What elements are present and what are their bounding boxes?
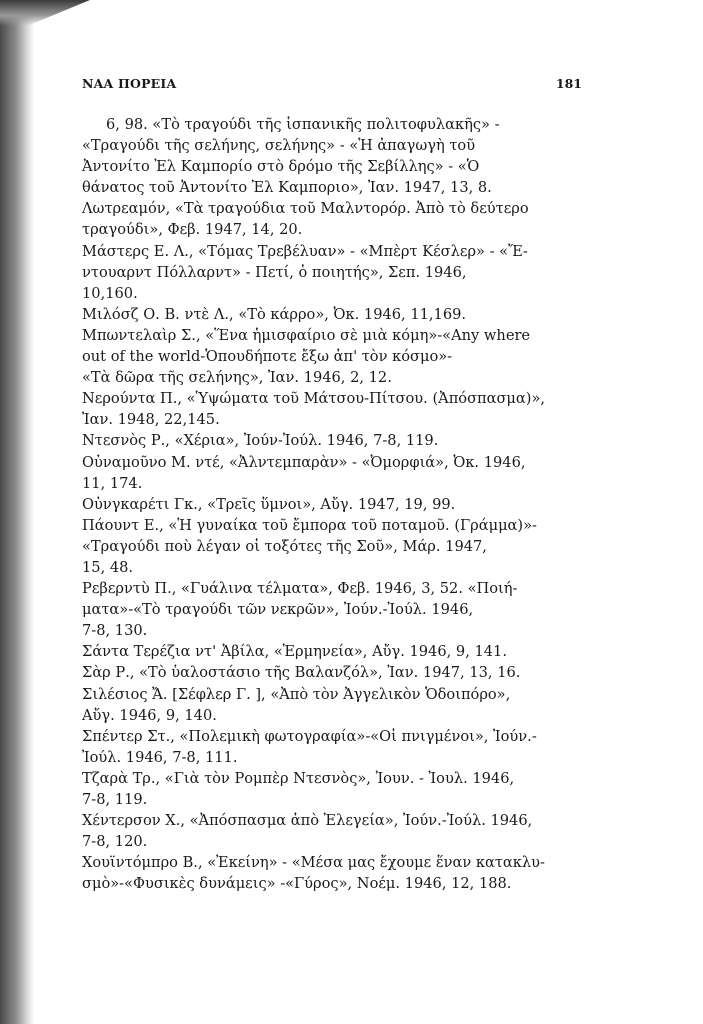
- index-entry: [82, 641, 582, 662]
- page-corner-shadow: [0, 0, 90, 26]
- index-entry: [82, 304, 582, 325]
- index-entry: [82, 515, 582, 578]
- entry-line: Ἰαν. 1948, 22,145.: [82, 411, 220, 429]
- index-entry: [82, 452, 582, 494]
- entry-line: 6, 98. «Τὸ τραγούδι τῆς ἱσπανικῆς πολιτοφυλακῆς» -: [106, 116, 500, 133]
- entry-line: 11, 174.: [82, 474, 143, 492]
- entry-line: 15, 48.: [82, 558, 134, 576]
- index-entry: [82, 241, 582, 304]
- entry-line: σμὸ»-«Φυσικὲς δυνάμεις» -«Γύρος», Νοέμ. 1946, 12, 188.: [82, 875, 512, 893]
- entry-line: Χέντερσον Χ., «Ἀπόσπασμα ἀπὸ Ἐλεγεία», Ἰούν.-Ἰούλ. 1946,: [82, 812, 533, 830]
- entry-line: «Τὰ δῶρα τῆς σελήνης», Ἰαν. 1946, 2, 12.: [82, 369, 392, 387]
- entry-line: Νερούντα Π., «Ὑψώματα τοῦ Μάτσου-Πίτσου. (Ἀπόσπασμα)»,: [82, 390, 546, 408]
- entry-line: Σπέντερ Στ., «Πολεμικὴ φωτογραφία»-«Οἱ πνιγμένοι», Ἰούν.-: [82, 727, 537, 745]
- index-entry: [82, 768, 582, 810]
- book-spine-shadow: [0, 0, 34, 1024]
- index-entry: [82, 662, 582, 683]
- index-entry: [82, 578, 582, 641]
- entry-line: Σάντα Τερέζια ντ' Ἀβίλα, «Ἑρμηνεία», Αὔγ. 1946, 9, 141.: [82, 643, 507, 661]
- entry-line: «Τραγούδι ποὺ λέγαν οἱ τοξότες τῆς Σοῦ», Μάρ. 1947,: [82, 537, 487, 555]
- entry-line: «Τραγούδι τῆς σελήνης, σελήνης» - «Ἡ ἀπαγωγὴ τοῦ: [82, 137, 476, 155]
- entry-line: Σιλέσιος Ἄ. [Σέφλερ Γ. ], «Ἀπὸ τὸν Ἀγγελικὸν Ὁδοιπόρο»,: [82, 685, 511, 703]
- entry-line: θάνατος τοῦ Ἀντονίτο Ἐλ Καμποριο», Ἰαν. 1947, 13, 8.: [82, 179, 492, 197]
- entry-line: Σὰρ Ρ., «Τὸ ὑαλοστάσιο τῆς Βαλανζόλ», Ἰαν. 1947, 13, 16.: [82, 664, 521, 682]
- entry-line: out of the world-Ὁπουδήποτε ἔξω ἀπ' τὸν κόσμο»-: [82, 348, 453, 366]
- entry-line: Λωτρεαμόν, «Τὰ τραγούδια τοῦ Μαλντορόρ. Ἀπὸ τὸ δεύτερο: [82, 200, 529, 218]
- entry-line: Ἰούλ. 1946, 7-8, 111.: [82, 748, 238, 766]
- index-list: [82, 114, 582, 894]
- entry-line: 7-8, 130.: [82, 622, 148, 640]
- index-entry: [82, 684, 582, 726]
- entry-line: Χουϊντόμπρο Β., «Ἐκείνη» - «Μέσα μας ἔχουμε ἕναν κατακλυ-: [82, 854, 545, 872]
- running-title: ΝΑΑ ΠΟΡΕΙΑ: [82, 76, 177, 91]
- entry-line: τραγούδι», Φεβ. 1947, 14, 20.: [82, 221, 303, 239]
- entry-line: 10,160.: [82, 284, 138, 302]
- page-header: [82, 76, 582, 96]
- entry-line: 7-8, 119.: [82, 791, 148, 808]
- index-entry: [82, 198, 582, 240]
- entry-line: Μπωντελαὶρ Σ., «Ἕνα ἡμισφαίριο σὲ μιὰ κόμη»-«Any where: [82, 326, 531, 344]
- entry-line: Ντεσνὸς Ρ., «Χέρια», Ἰούν-Ἰούλ. 1946, 7-8, 119.: [82, 432, 439, 450]
- entry-line: Μάστερς Ε. Λ., «Τόμας Τρεβέλυαν» - «Μπὲρτ Κέσλερ» - «Ἔ-: [82, 242, 528, 260]
- index-entry: [82, 388, 582, 430]
- index-entry: [82, 726, 582, 768]
- entry-line: Τζαρὰ Τρ., «Γιὰ τὸν Ρομπὲρ Ντεσνὸς», Ἰουν. - Ἰουλ. 1946,: [82, 769, 515, 787]
- entry-line: Οὐναμοῦνο Μ. ντέ, «Ἀλντεμπαρὰν» - «Ὀμορφιά», Ὀκ. 1946,: [82, 453, 526, 471]
- index-entry: [82, 325, 582, 388]
- entry-line: Ρεβερντὺ Π., «Γυάλινα τέλματα», Φεβ. 1946, 3, 52. «Ποιή-: [82, 580, 518, 598]
- entry-line: ματα»-«Τὸ τραγούδι τῶν νεκρῶν», Ἰούν.-Ἰούλ. 1946,: [82, 601, 474, 619]
- entry-line: Μιλόσζ Ο. Β. ντὲ Λ., «Τὸ κάρρο», Ὀκ. 1946, 11,169.: [82, 305, 467, 323]
- index-entry: [82, 852, 582, 894]
- index-entry: [82, 810, 582, 852]
- index-entry: [82, 494, 582, 515]
- entry-line: Πάουντ Ε., «Ἡ γυναίκα τοῦ ἔμπορα τοῦ ποταμοῦ. (Γράμμα)»-: [82, 516, 537, 534]
- entry-line: Οὐνγκαρέτι Γκ., «Τρεῖς ὕμνοι», Αὔγ. 1947, 19, 99.: [82, 495, 456, 513]
- entry-line: Αὔγ. 1946, 9, 140.: [82, 706, 217, 724]
- entry-line: 7-8, 120.: [82, 833, 148, 851]
- page-number: 181: [555, 76, 582, 91]
- entry-line: Ἀντονίτο Ἐλ Καμπορίο στὸ δρόμο τῆς Σεβίλλης» - «Ὁ: [82, 158, 480, 176]
- index-entry: [82, 430, 582, 451]
- index-entry: [82, 114, 582, 198]
- entry-line: ντουαρντ Πόλλαρντ» - Πετί, ὁ ποιητής», Σεπ. 1946,: [82, 263, 467, 281]
